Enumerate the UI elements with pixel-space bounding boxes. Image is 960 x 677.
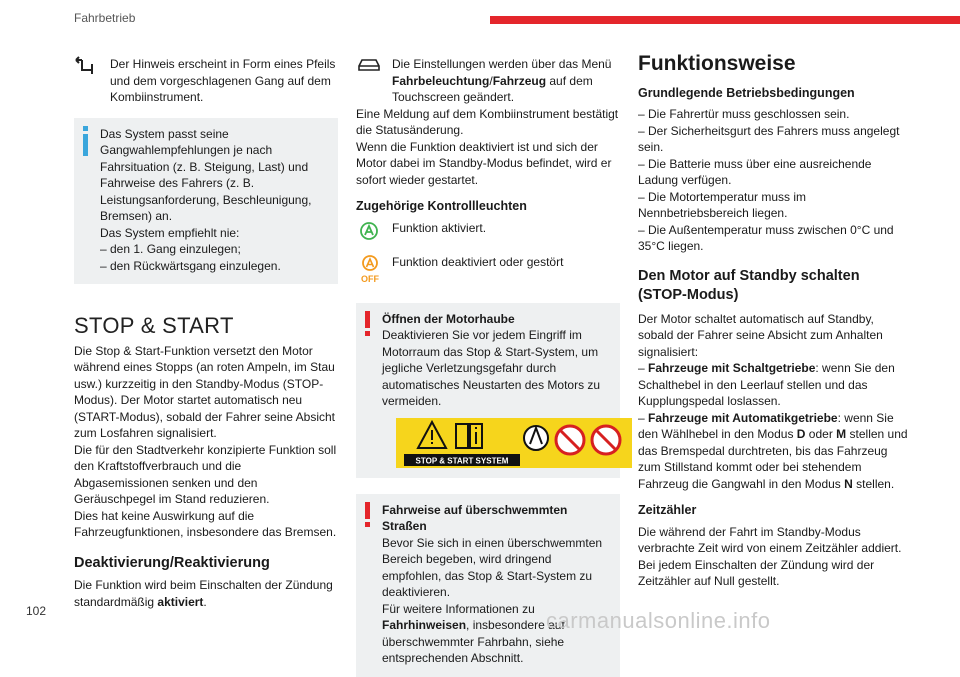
- flood-warning-more: Für weitere Informationen zu Fahrhinweisen, insbesondere auf überschwemmter Fahrbahn, siehe entsprechenden Abschnitt.: [382, 601, 565, 665]
- flood-warning-text: Bevor Sie sich in einen überschwemmten Bereich begeben, wird dringend empfohlen, das Stop & Start-System zu deaktivieren.: [382, 535, 603, 599]
- stop-start-heading: STOP & START: [74, 313, 234, 338]
- info-note-item: – den 1. Gang einzulegen;: [100, 242, 241, 256]
- timer-heading: Zeitzähler: [638, 503, 697, 517]
- svg-text:OFF: OFF: [361, 274, 379, 284]
- stop-start-active-lamp-icon: [356, 220, 392, 247]
- flood-warning-title: Fahrweise auf überschwemmten Straßen: [382, 502, 568, 533]
- stop-start-paragraph: Die Stop & Start-Funktion versetzt den Motor während eines Stopps (an roten Ampeln, im Stau usw.) kurzzeitig in den Standby-Modus (STOP-Modus). Der Motor startet automatisch neu (START-Modus), sobald der Fahrer seine Absicht zum Losfahren signalisiert.: [74, 343, 335, 440]
- lamp-active-row: [356, 220, 620, 247]
- stop-start-off-lamp-icon: [356, 254, 392, 289]
- gear-hint-row: [74, 56, 338, 106]
- settings-row: [356, 56, 620, 106]
- lamp-off-text: Funktion deaktiviert oder gestört: [392, 255, 564, 269]
- stop-start-paragraph: Dies hat keine Auswirkung auf die Fahrzeugfunktionen, insbesondere das Bremsen.: [74, 508, 337, 539]
- column-2: [356, 56, 620, 677]
- settings-text: Die Einstellungen werden über das Menü Fahrbeleuchtung/Fahrzeug auf dem Touchscreen geändert.: [392, 57, 612, 104]
- lamp-active-text: Funktion aktiviert.: [392, 220, 487, 235]
- header-section-title: Fahrbetrieb: [74, 11, 136, 25]
- standby-manual: – Fahrzeuge mit Schaltgetriebe: wenn Sie den Schalthebel in den Leerlauf stellen und das Kupplungspedal loslassen.: [638, 361, 895, 408]
- warning-icon: [364, 311, 382, 468]
- deactivation-text: Die Funktion wird beim Einschalten der Zündung standardmäßig aktiviert.: [74, 578, 333, 609]
- page-number: 102: [26, 604, 47, 618]
- settings-paragraph: Eine Meldung auf dem Kombiinstrument bestätigt die Statusänderung.: [356, 106, 619, 137]
- lamps-heading: Zugehörige Kontrollleuchten: [356, 199, 527, 213]
- svg-text:STOP & START SYSTEM: STOP & START SYSTEM: [415, 456, 509, 465]
- condition-item: – Die Fahrertür muss geschlossen sein.: [638, 107, 850, 121]
- info-note: [74, 118, 338, 285]
- deactivation-heading: Deaktivierung/Reaktivierung: [74, 554, 270, 571]
- lamp-off-row: [356, 254, 620, 289]
- column-3: [638, 52, 908, 590]
- info-note-item: – den Rückwärtsgang einzulegen.: [100, 258, 281, 273]
- condition-item: – Der Sicherheitsgurt des Fahrers muss angelegt sein.: [638, 123, 900, 154]
- header-accent-bar: [490, 16, 960, 24]
- condition-item: – Die Batterie muss über eine ausreichende Ladung verfügen.: [638, 156, 872, 187]
- stop-start-sticker: [396, 418, 632, 468]
- info-icon: [82, 126, 100, 275]
- standby-text: Der Motor schaltet automatisch auf Standby, sobald der Fahrer seine Absicht zum Anhalten signalisiert:: [638, 311, 883, 359]
- hood-warning-text: Deaktivieren Sie vor jedem Eingriff im Motorraum das Stop & Start-System, um jegliche Verletzungsgefahr durch automatisches Neustarten des Motors zu vermeiden.: [382, 328, 601, 408]
- standby-auto: – Fahrzeuge mit Automatikgetriebe: wenn Sie den Wählhebel in den Modus D oder M stellen und das Bremspedal durchtreten, bis das Fahrzeug zum Stillstand kommt oder bei stehendem Fahrzeug die Gangwahl in den Modus N stellen.: [638, 410, 908, 491]
- gear-shift-arrow-icon: [74, 56, 110, 81]
- hood-warning: [356, 303, 620, 478]
- settings-paragraph: Wenn die Funktion deaktiviert ist und sich der Motor dabei im Standby-Modus befindet, wird er sofort wieder gestartet.: [356, 139, 612, 187]
- info-note-never: Das System empfiehlt nie:: [100, 225, 240, 240]
- timer-text: Die während der Fahrt im Standby-Modus verbrachte Zeit wird von einem Zeitzähler addiert. Bei jedem Einschalten der Zündung wird der Zeitzähler auf Null gestellt.: [638, 524, 902, 588]
- basic-conditions-heading: Grundlegende Betriebsbedingungen: [638, 85, 855, 100]
- warning-icon: [364, 502, 382, 667]
- column-1: [74, 56, 338, 610]
- standby-heading: Den Motor auf Standby schalten (STOP-Modus): [638, 267, 860, 303]
- flood-warning: [356, 494, 620, 677]
- gear-hint-text: Der Hinweis erscheint in Form eines Pfeils und dem vorgeschlagenen Gang auf dem Kombiinstrument.: [110, 57, 336, 104]
- condition-item: – Die Motortemperatur muss im Nennbetriebsbereich liegen.: [638, 189, 807, 220]
- car-icon: [356, 56, 392, 77]
- watermark: carmanualsonline.info: [546, 608, 771, 633]
- hood-warning-title: Öffnen der Motorhaube: [382, 311, 515, 326]
- functioning-heading: Funktionsweise: [638, 52, 796, 75]
- condition-item: – Die Außentemperatur muss zwischen 0°C und 35°C liegen.: [638, 222, 894, 253]
- stop-start-paragraph: Die für den Stadtverkehr konzipierte Funktion soll den Kraftstoffverbrauch und die Abgasemissionen senken und den Geräuschpegel im Stand reduzieren.: [74, 442, 337, 506]
- info-note-text: Das System passt seine Gangwahlempfehlungen je nach Fahrsituation (z. B. Steigung, Last) und Fahrweise des Fahrers (z. B. Leistungsanforderung, Beschleunigung, Bremsen) an.: [100, 126, 312, 223]
